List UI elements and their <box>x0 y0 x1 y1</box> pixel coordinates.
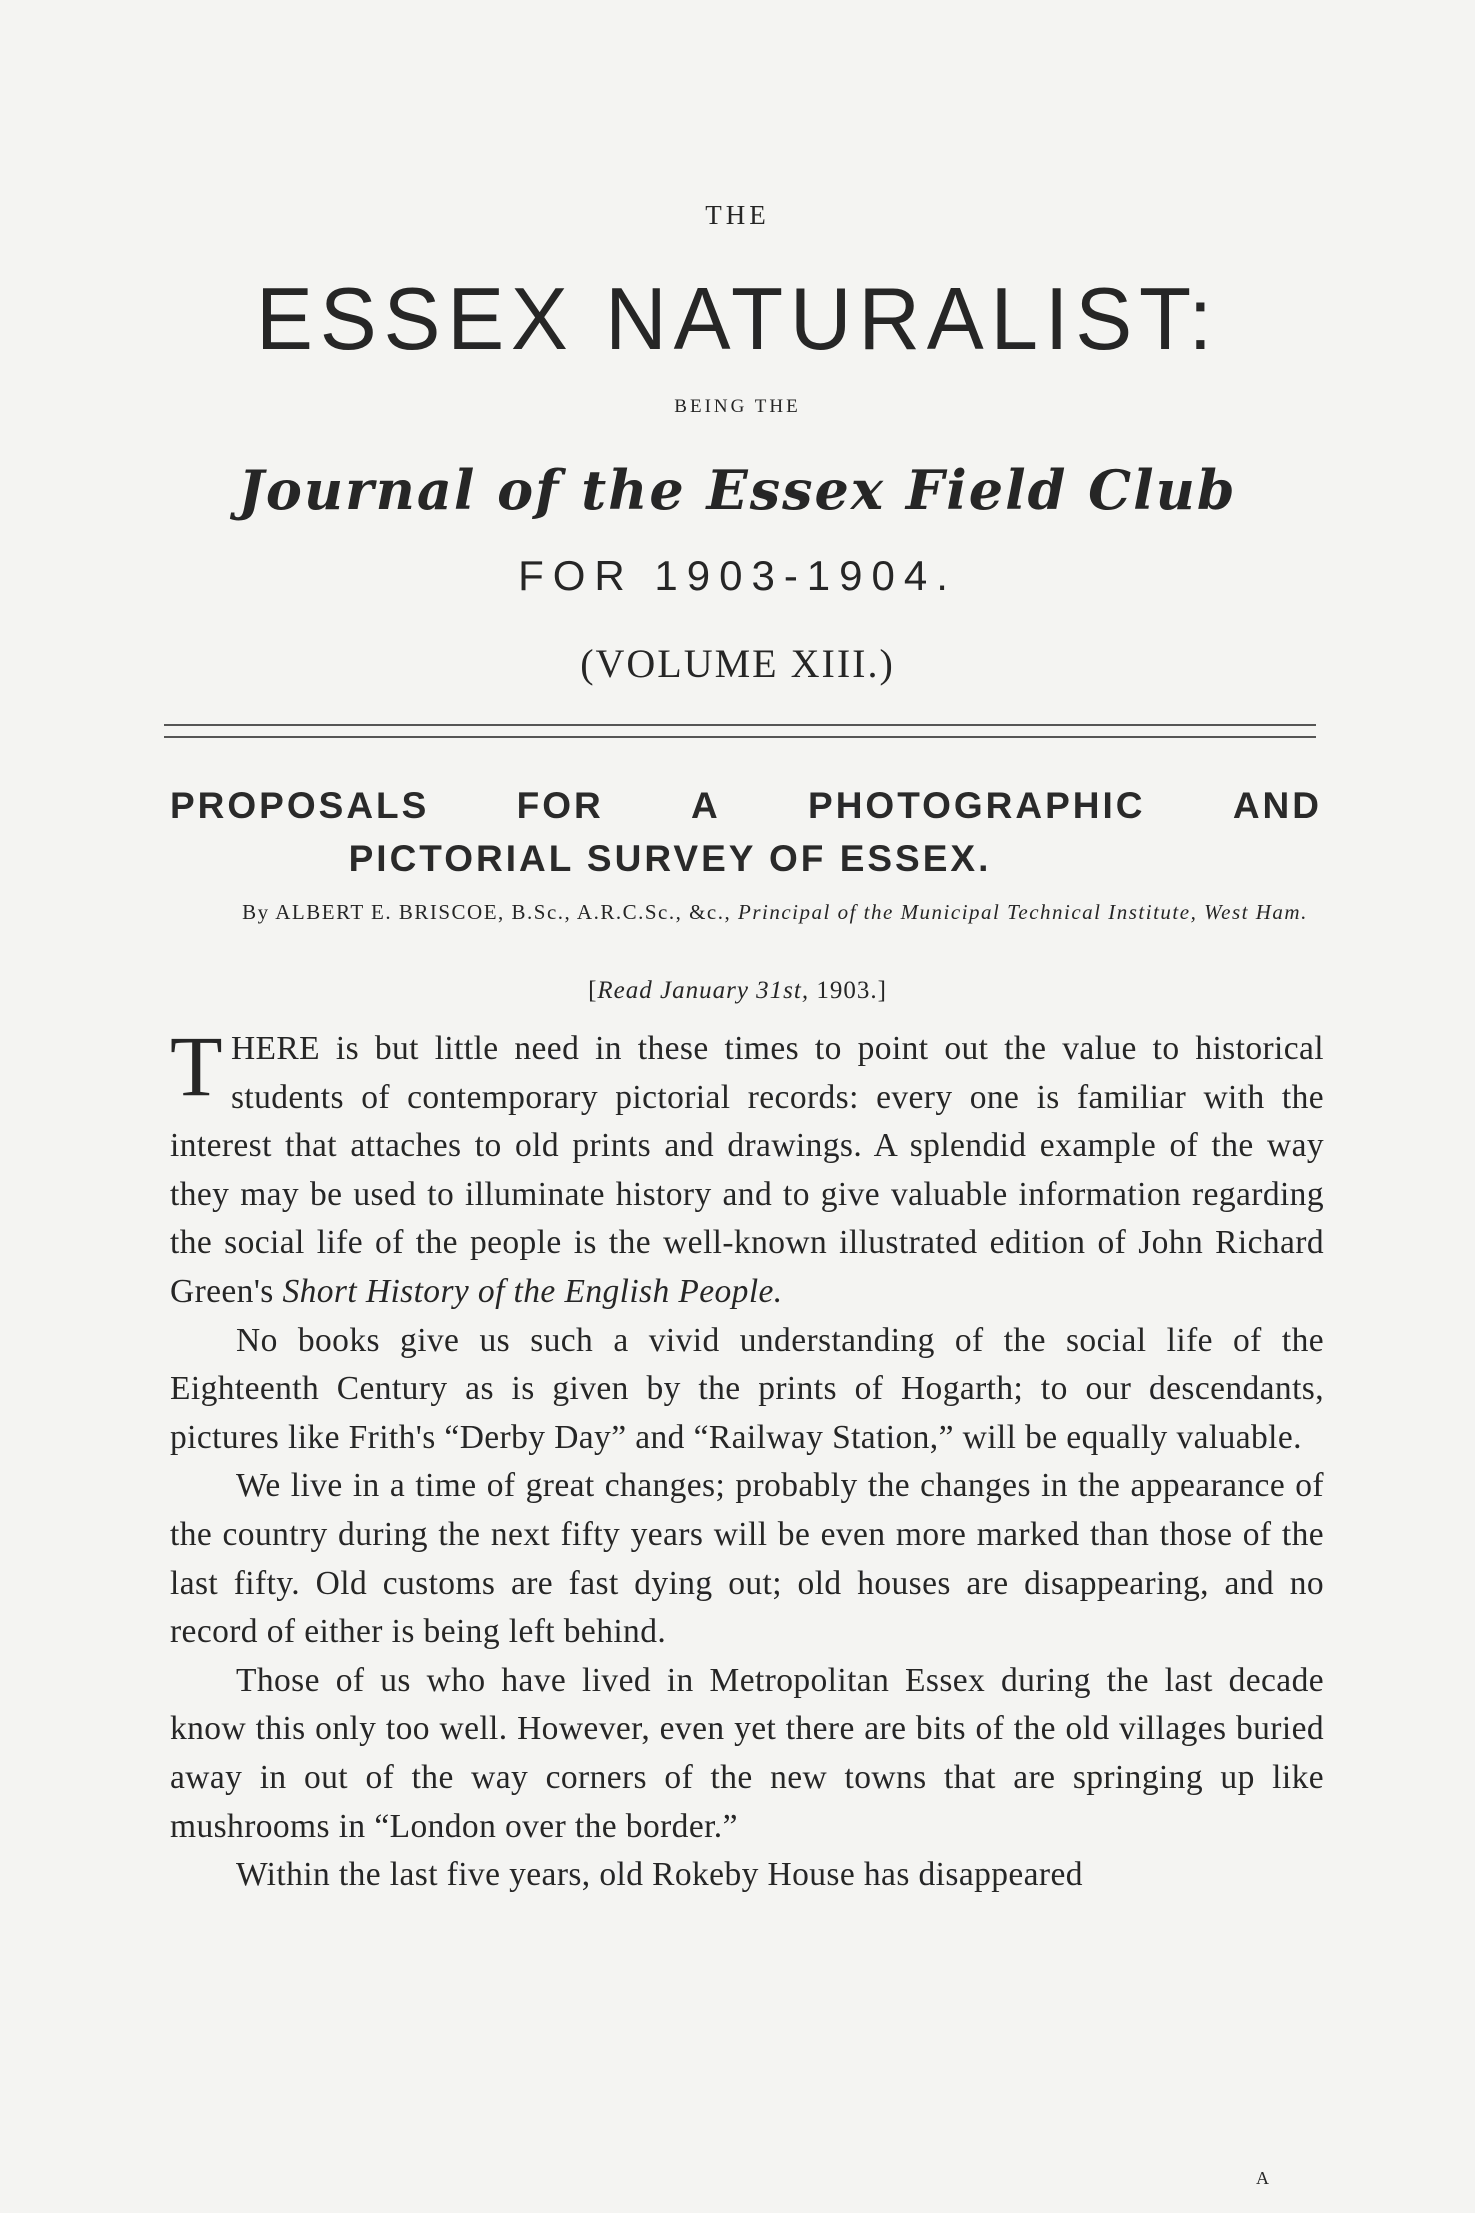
article-heading-line1 <box>170 785 1322 827</box>
divider-rule-top <box>164 724 1316 726</box>
byline-author: By ALBERT E. BRISCOE, B.Sc., A.R.C.Sc., &c., <box>242 900 732 924</box>
read-date-italic: Read January 31st, <box>597 977 810 1004</box>
byline-position: Principal of the Municipal Technical Institute, West Ham. <box>738 900 1308 924</box>
article-body <box>170 1018 1324 1900</box>
masthead-volume: (VOLUME XIII.) <box>580 641 895 686</box>
masthead-being-the: BEING THE <box>674 396 801 417</box>
read-date-close: 1903.] <box>809 977 887 1004</box>
heading-word: FOR <box>516 785 604 826</box>
paragraph-1 <box>170 1018 1324 1317</box>
read-date-open: [ <box>588 977 598 1004</box>
signature-mark: A <box>1256 2168 1270 2188</box>
masthead-year: FOR 1903-1904. <box>518 552 957 599</box>
book-title: Short History of the English People. <box>282 1272 783 1310</box>
paragraph-5: Within the last five years, old Rokeby House has disappeared <box>236 1856 1083 1894</box>
paragraph-1-text: HERE is but little need in these times to point out the value to historical students of contemporary pictorial records: every one is familiar with the interest that attaches to old prints and drawings. A splendid example of the way they may be used to illuminate history and to give valuable information regarding the social life of the people is the well-known illustrated edition of John Richard Green's <box>170 1030 1324 1310</box>
divider-rule-bottom <box>164 736 1316 738</box>
heading-word: PROPOSALS <box>170 785 430 826</box>
heading-word: A <box>691 785 721 826</box>
masthead-the: THE <box>705 200 770 230</box>
heading-word: AND <box>1232 785 1322 826</box>
read-date <box>0 977 1475 1005</box>
paragraph-4: Those of us who have lived in Metropolitan Essex during the last decade know this only too well. However, even yet there are bits of the old villages buried away in out of the way corners of the new towns that are springing up like mushrooms in “London over the border.” <box>170 1661 1324 1845</box>
drop-cap: T <box>170 1018 223 1114</box>
paragraph-2: No books give us such a vivid understanding of the social life of the Eighteenth Century as is given by the prints of Hogarth; to our descendants, pictures like Frith's “Derby Day” and “Railway Station,” will be equally valuable. <box>170 1321 1324 1456</box>
masthead-journal-name: Journal of the Essex Field Club <box>238 458 1237 522</box>
masthead-title: ESSEX NATURALIST: <box>256 269 1219 368</box>
article-heading-line2: PICTORIAL SURVEY OF ESSEX. <box>348 838 992 879</box>
heading-word: PHOTOGRAPHIC <box>808 785 1146 826</box>
article-byline <box>160 897 1390 928</box>
paragraph-3: We live in a time of great changes; probably the changes in the appearance of the country during the next fifty years will be even more marked than those of the last fifty. Old customs are fast dying out; old houses are disappearing, and no record of either is being left behind. <box>170 1467 1324 1651</box>
